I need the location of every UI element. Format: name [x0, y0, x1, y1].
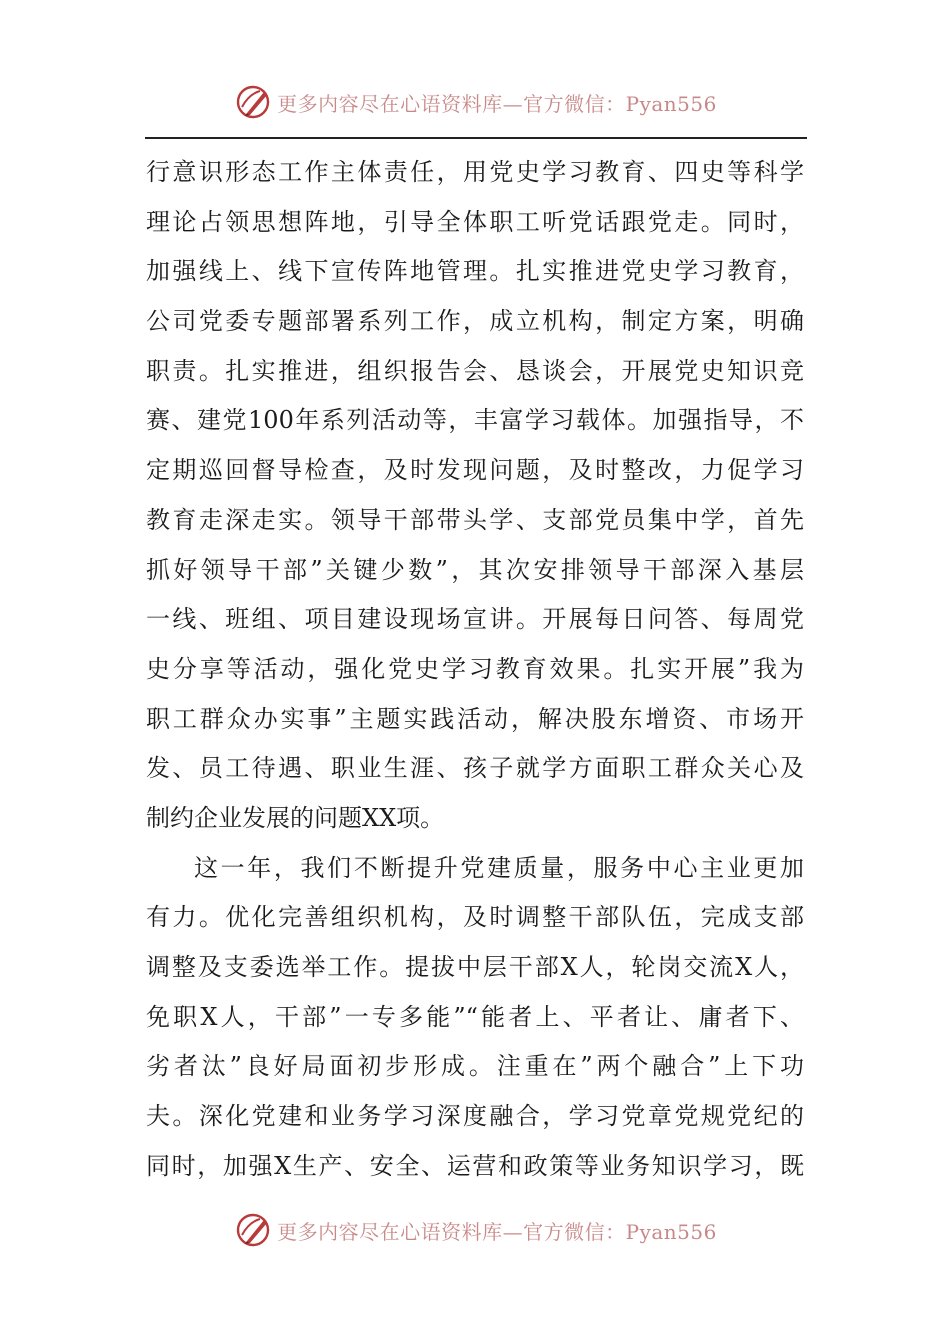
banner-text: 更多内容尽在心语资料库—官方微信：Pyan556 [277, 1219, 717, 1244]
text-line: 抓好领导干部”关键少数”，其次安排领导干部深入基层 [146, 555, 804, 584]
text-line: 夫。深化党建和业务学习深度融合，学习党章党规党纪的 [146, 1102, 804, 1131]
text-line: 这一年，我们不断提升党建质量，服务中心主业更加 [194, 853, 804, 882]
text-line: 行意识形态工作主体责任，用党史学习教育、四史等科学 [146, 158, 804, 186]
text-line: 免职X人，干部”一专多能”“能者上、平者让、庸者下、 [146, 1002, 804, 1031]
banner-text: 更多内容尽在心语资料库—官方微信：Pyan556 [277, 91, 717, 116]
text-line: 史分享等活动，强化党史学习教育效果。扎实开展”我为 [146, 654, 804, 683]
header-banner [0, 82, 950, 122]
text-line: 一线、班组、项目建设现场宣讲。开展每日问答、每周党 [146, 605, 804, 634]
text-line: 定期巡回督导检查，及时发现问题，及时整改，力促学习 [146, 456, 804, 485]
paragraph-2 [146, 844, 804, 1192]
text-line: 职责。扎实推进，组织报告会、恳谈会，开展党史知识竞 [146, 356, 804, 385]
text-line: 职工群众办实事”主题实践活动，解决股东增资、市场开 [146, 704, 804, 733]
text-line: 公司党委专题部署系列工作，成立机构，制定方案，明确 [146, 307, 804, 336]
header-divider [145, 137, 807, 139]
pen-logo-icon [233, 82, 273, 122]
text-line: 制约企业发展的问题XX项。 [146, 803, 445, 832]
text-line: 同时，加强X生产、安全、运营和政策等业务知识学习，既 [146, 1151, 804, 1180]
paragraph-1 [146, 148, 804, 844]
text-line: 赛、建党100年系列活动等，丰富学习载体。加强指导，不 [146, 406, 804, 435]
text-line: 发、员工待遇、职业生涯、孩子就学方面职工群众关心及 [146, 754, 804, 783]
text-line: 教育走深走实。领导干部带头学、支部党员集中学，首先 [146, 505, 804, 534]
pen-logo-icon [233, 1210, 273, 1250]
footer-banner [0, 1210, 950, 1250]
text-line: 劣者汰”良好局面初步形成。注重在”两个融合”上下功 [146, 1052, 804, 1081]
document-body [146, 148, 804, 1191]
text-line: 有力。优化完善组织机构，及时调整干部队伍，完成支部 [146, 903, 804, 932]
text-line: 调整及支委选举工作。提拔中层干部X人，轮岗交流X人， [146, 953, 804, 981]
text-line: 理论占领思想阵地，引导全体职工听党话跟党走。同时， [146, 207, 804, 236]
text-line: 加强线上、线下宣传阵地管理。扎实推进党史学习教育， [146, 257, 804, 286]
